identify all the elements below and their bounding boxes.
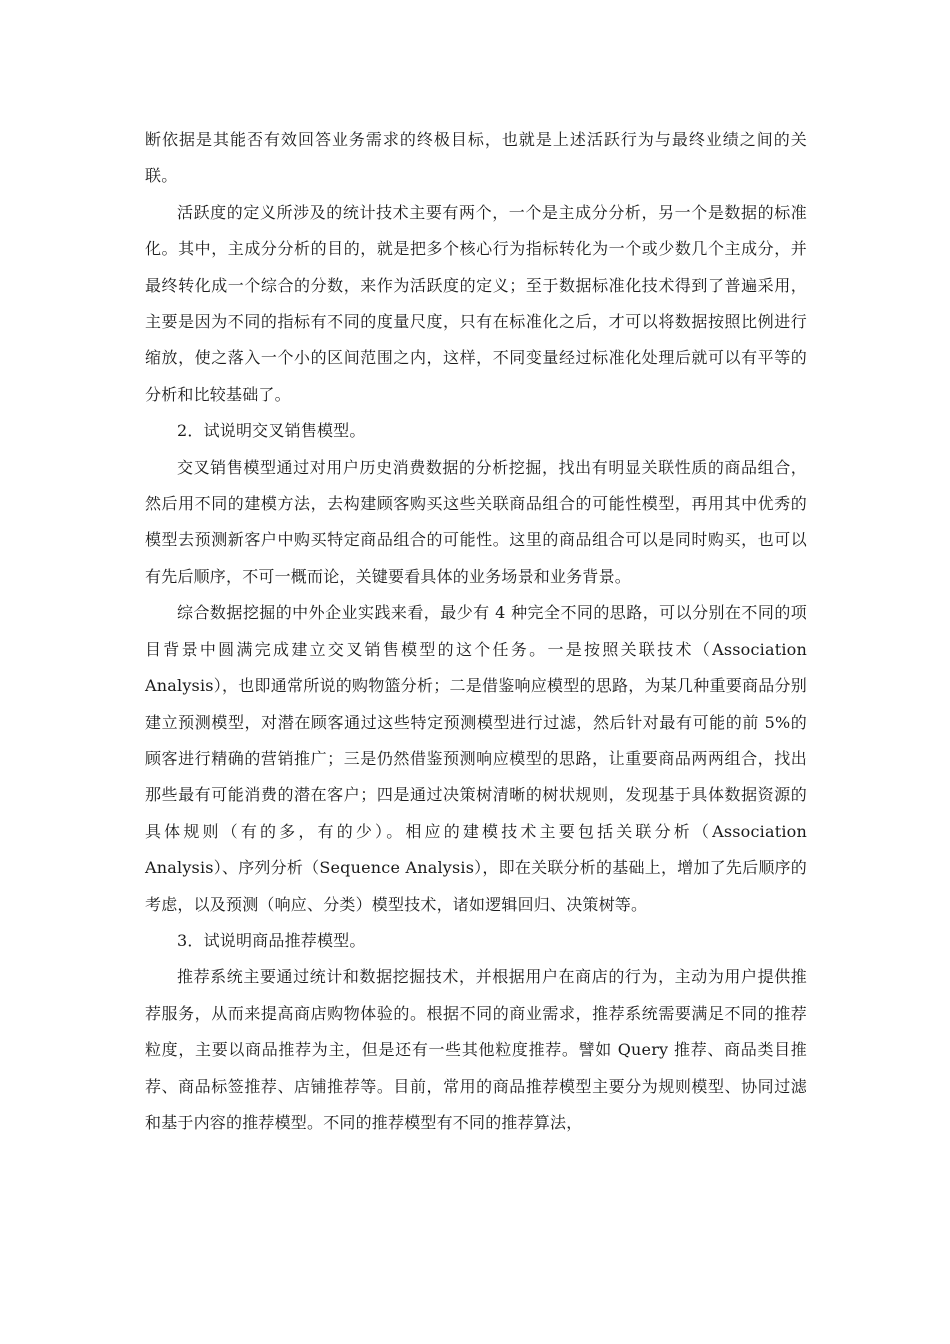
document-body (145, 122, 807, 1141)
question-heading-recommendation: 3．试说明商品推荐模型。 (177, 930, 366, 950)
paragraph-activity-definition: 活跃度的定义所涉及的统计技术主要有两个，一个是主成分分析，另一个是数据的标准化。其中，主成分分析的目的，就是把多个核心行为指标转化为一个或少数几个主成分，并最终转化成一个综合的分数，来作为活跃度的定义；至于数据标准化技术得到了普遍采用，主要是因为不同的指标有不同的度量尺度，只有在标准化之后，才可以将数据按照比例进行缩放，使之落入一个小的区间范围之内，这样，不同变量经过标准化处理后就可以有平等的分析和比较基础了。 (145, 202, 807, 404)
paragraph-recommendation-model: 推荐系统主要通过统计和数据挖掘技术，并根据用户在商店的行为，主动为用户提供推荐服务，从而来提高商店购物体验的。根据不同的商业需求，推荐系统需要满足不同的推荐粒度，主要以商品推荐为主，但是还有一些其他粒度推荐。譬如 Query 推荐、商品类目推荐、商品标签推荐、店铺推荐等。目前，常用的商品推荐模型主要分为规则模型、协同过滤和基于内容的推荐模型。不同的推荐模型有不同的推荐算法， (145, 967, 807, 1132)
question-heading-cross-selling: 2．试说明交叉销售模型。 (177, 421, 366, 441)
paragraph-cross-selling-approaches: 综合数据挖掘的中外企业实践来看，最少有 4 种完全不同的思路，可以分别在不同的项目背景中圆满完成建立交叉销售模型的这个任务。一是按照关联技术（Association Analysis），也即通常所说的购物篮分析；二是借鉴响应模型的思路，为某几种重要商品分别建立预测模型，对潜在顾客通过这些特定预测模型进行过滤，然后针对最有可能的前 5%的顾客进行精确的营销推广；三是仍然借鉴预测响应模型的思路，让重要商品两两组合，找出那些最有可能消费的潜在客户；四是通过决策树清晰的树状规则，发现基于具体数据资源的具体规则（有的多，有的少）。相应的建模技术主要包括关联分析（Association Analysis）、序列分析（Sequence Analysis），即在关联分析的基础上，增加了先后顺序的考虑，以及预测（响应、分类）模型技术，诸如逻辑回归、决策树等。 (145, 603, 807, 914)
paragraph-cross-selling-model: 交叉销售模型通过对用户历史消费数据的分析挖掘，找出有明显关联性质的商品组合，然后用不同的建模方法，去构建顾客购买这些关联商品组合的可能性模型，再用其中优秀的模型去预测新客户中购买特定商品组合的可能性。这里的商品组合可以是同时购买，也可以有先后顺序，不可一概而论，关键要看具体的业务场景和业务背景。 (145, 457, 807, 586)
paragraph-continuation: 断依据是其能否有效回答业务需求的终极目标，也就是上述活跃行为与最终业绩之间的关联。 (145, 130, 807, 186)
